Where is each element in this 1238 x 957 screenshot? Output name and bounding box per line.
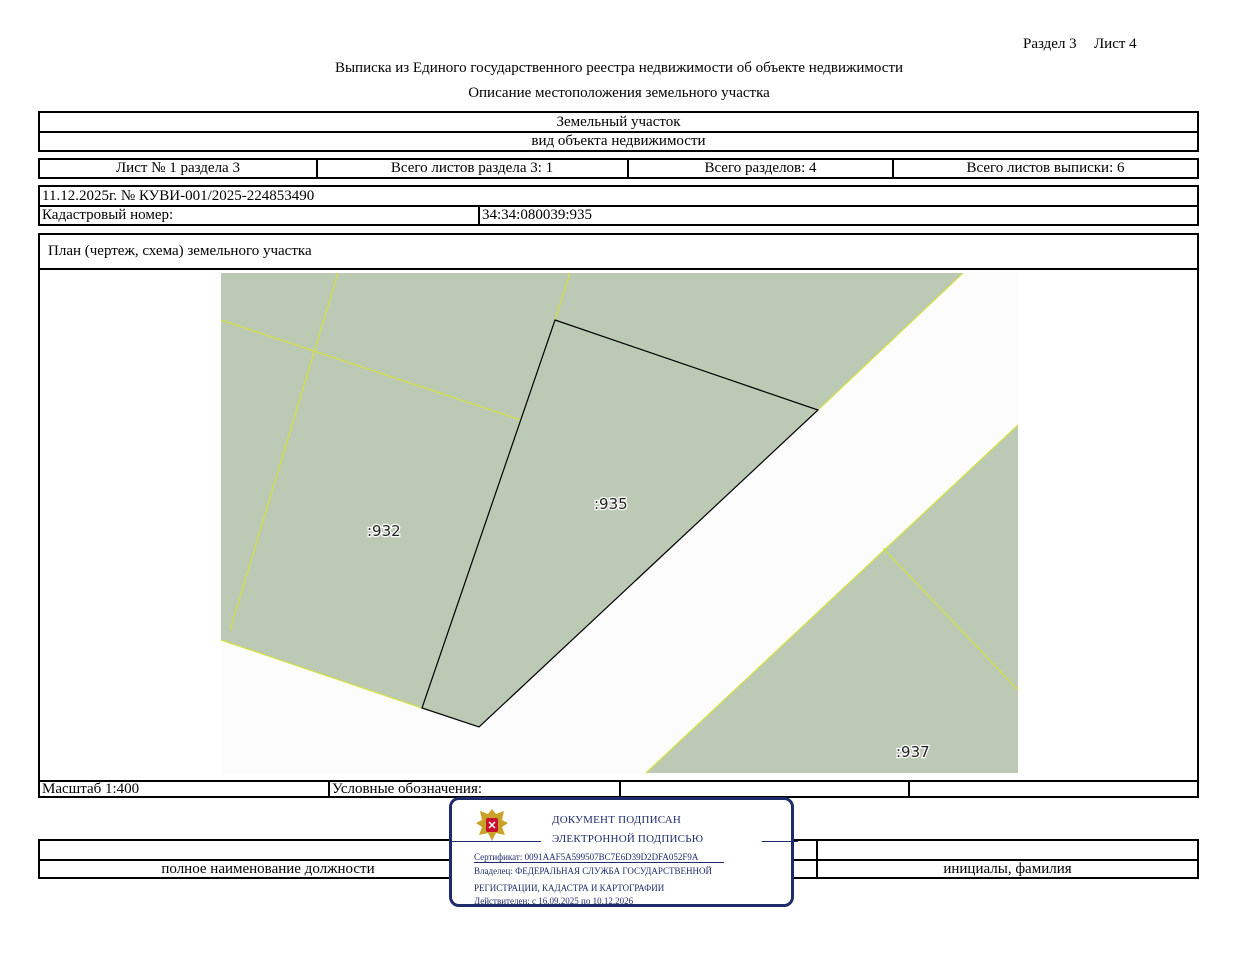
parcel-label-935: :935 xyxy=(594,495,628,513)
stamp-line-2: ЭЛЕКТРОННОЙ ПОДПИСЬЮ xyxy=(552,833,704,845)
total-sheets-extract: Всего листов выписки: 6 xyxy=(966,160,1125,176)
document-title: Выписка из Единого государственного реестра недвижимости об объекте недвижимости xyxy=(334,60,904,76)
legend-label: Условные обозначения: xyxy=(332,781,483,797)
stamp-line-1: ДОКУМЕНТ ПОДПИСАН xyxy=(552,814,682,826)
parcel-label-937: :937 xyxy=(896,743,930,761)
cadastral-label: Кадастровый номер: xyxy=(42,207,174,223)
cadastral-value: 34:34:080039:935 xyxy=(482,207,593,223)
stamp-certificate: Сертификат: 0091AAF5A599507BC7E6D39D2DFA052F9A xyxy=(474,852,699,862)
section-number: Раздел 3 xyxy=(1023,36,1077,52)
stamp-rule-left xyxy=(449,841,541,842)
object-kind: вид объекта недвижимости xyxy=(531,133,706,149)
emblem-icon xyxy=(472,805,512,845)
total-sections: Всего разделов: 4 xyxy=(704,160,817,176)
total-sheets-section: Всего листов раздела 3: 1 xyxy=(390,160,554,176)
object-name: Земельный участок xyxy=(556,114,681,130)
stamp-rule-cert xyxy=(474,862,724,863)
parcel-label-932: :932 xyxy=(367,522,401,540)
stamp-rule-right xyxy=(762,841,798,842)
sheet-no: Лист № 1 раздела 3 xyxy=(116,160,240,176)
plan-title: План (чертеж, схема) земельного участка xyxy=(48,243,312,259)
document-subtitle: Описание местоположения земельного участка xyxy=(468,85,770,101)
stamp-owner-1: Владелец: ФЕДЕРАЛЬНАЯ СЛУЖБА ГОСУДАРСТВЕННОЙ xyxy=(474,866,713,876)
position-caption: полное наименование должности xyxy=(161,861,375,877)
scale-label: Масштаб 1:400 xyxy=(42,781,140,797)
initials-caption: инициалы, фамилия xyxy=(943,861,1072,877)
sheet-number: Лист 4 xyxy=(1094,36,1137,52)
stamp-owner-2: РЕГИСТРАЦИИ, КАДАСТРА И КАРТОГРАФИИ xyxy=(474,883,665,893)
stamp-validity: Действителен: с 16.09.2025 по 10.12.2026 xyxy=(474,896,634,906)
electronic-signature-stamp xyxy=(449,797,794,907)
date-number: 11.12.2025г. № КУВИ-001/2025-224853490 xyxy=(42,188,315,204)
